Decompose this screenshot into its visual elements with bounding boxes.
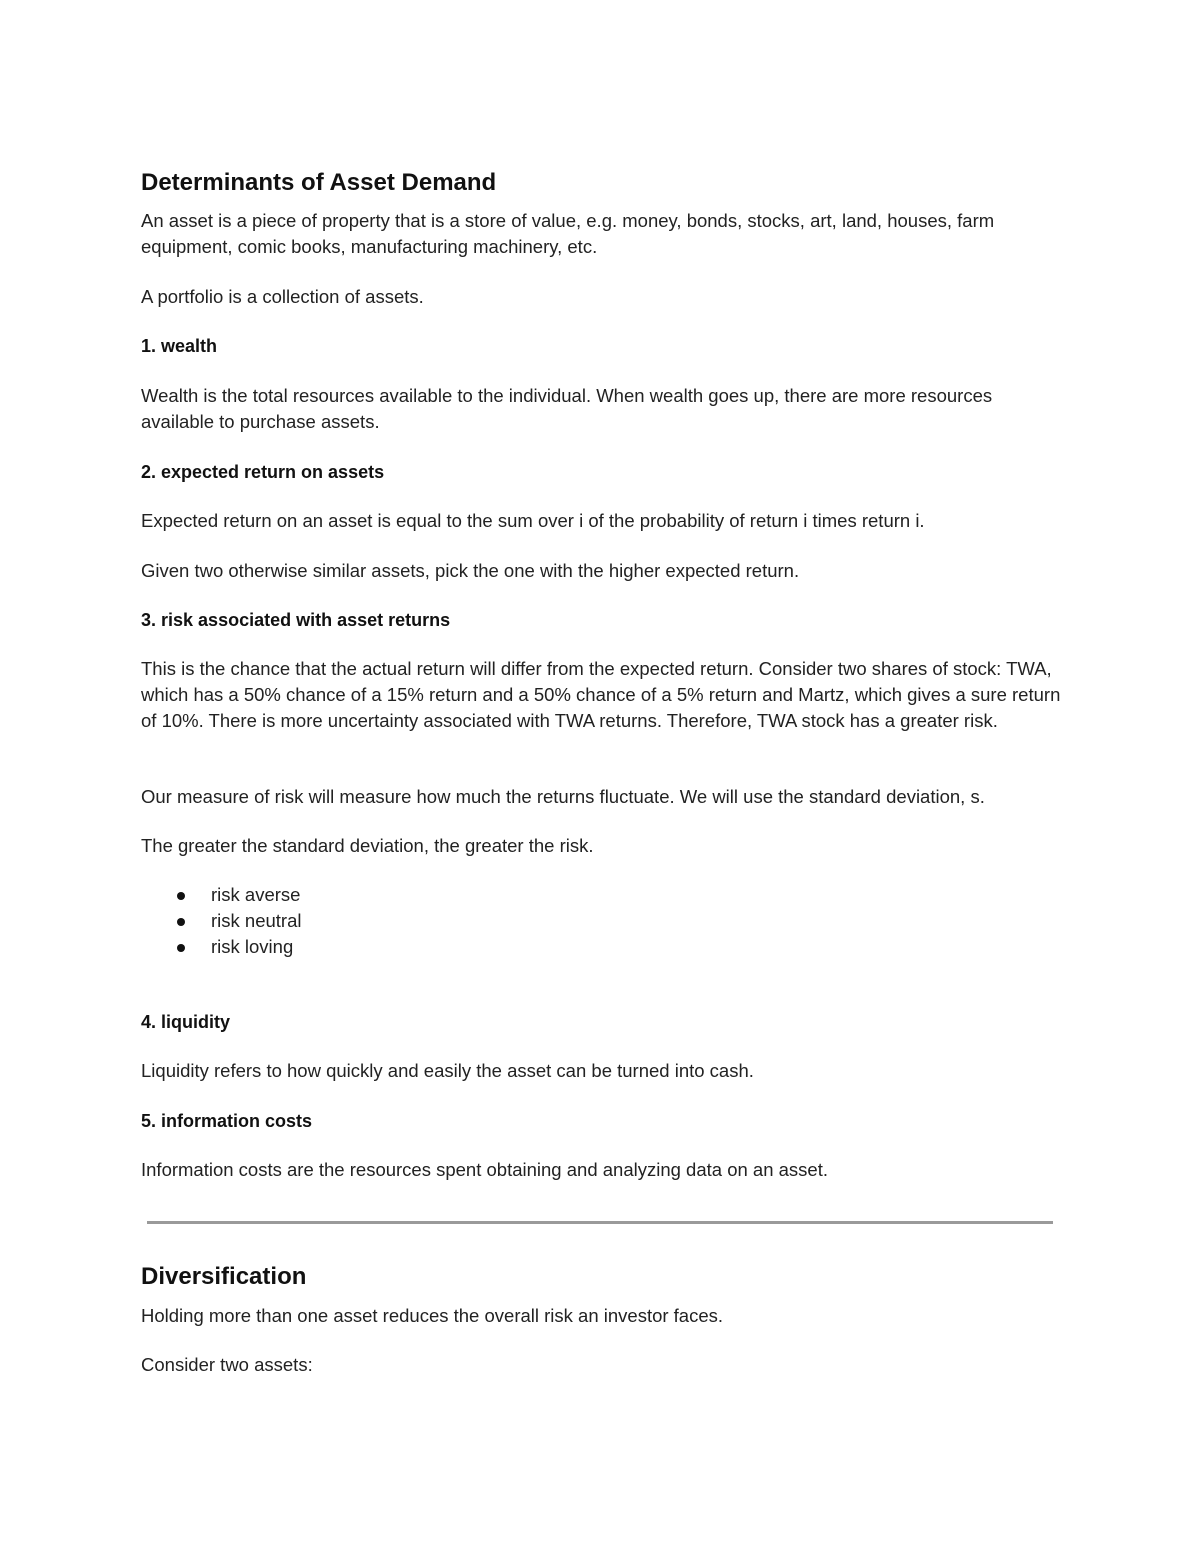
expected-return-paragraph: Expected return on an asset is equal to the sum over i of the probability of return i times return i. bbox=[141, 510, 925, 531]
standard-deviation-paragraph: The greater the standard deviation, the greater the risk. bbox=[141, 835, 594, 856]
information-costs-paragraph: Information costs are the resources spent obtaining and analyzing data on an asset. bbox=[141, 1159, 828, 1180]
heading-risk: 3. risk associated with asset returns bbox=[141, 610, 451, 630]
two-assets-paragraph: Consider two assets: bbox=[141, 1354, 313, 1375]
bullet-icon bbox=[177, 892, 185, 900]
list-item bbox=[141, 908, 301, 934]
heading-information-costs: 5. information costs bbox=[141, 1111, 313, 1131]
heading-expected-return: 2. expected return on assets bbox=[141, 462, 385, 482]
risk-attitude-list bbox=[141, 882, 301, 960]
bullet-icon bbox=[177, 944, 185, 952]
liquidity-paragraph: Liquidity refers to how quickly and easily the asset can be turned into cash. bbox=[141, 1060, 754, 1081]
asset-definition-paragraph: An asset is a piece of property that is a store of value, e.g. money, bonds, stocks, art, land, houses, farm equipment, comic books, manufacturing machinery, etc. bbox=[141, 210, 995, 257]
bullet-icon bbox=[177, 918, 185, 926]
diversification-paragraph: Holding more than one asset reduces the overall risk an investor faces. bbox=[141, 1305, 724, 1326]
risk-measure-paragraph: Our measure of risk will measure how much the returns fluctuate. We will use the standard deviation, s. bbox=[141, 786, 985, 807]
portfolio-definition-paragraph: A portfolio is a collection of assets. bbox=[141, 286, 424, 307]
section-title-diversification: Diversification bbox=[141, 1263, 307, 1290]
risk-paragraph: This is the chance that the actual return will differ from the expected return. Consider two shares of stock: TWA, which has a 50% chance of a 15% return and a 50% chance of a 5% return and Martz, which gives a sure return of 10%. There is more uncertainty associated with TWA returns. Therefore, TWA stock has a greater risk. bbox=[141, 658, 1061, 731]
list-item-label: risk neutral bbox=[211, 910, 302, 931]
list-item bbox=[141, 882, 301, 908]
expected-return-choice-paragraph: Given two otherwise similar assets, pick the one with the higher expected return. bbox=[141, 560, 800, 581]
list-item bbox=[141, 934, 301, 960]
list-item-label: risk averse bbox=[211, 884, 301, 905]
heading-wealth: 1. wealth bbox=[141, 336, 218, 356]
list-item-label: risk loving bbox=[211, 936, 294, 957]
section-divider bbox=[147, 1221, 1053, 1224]
section-title-asset-demand: Determinants of Asset Demand bbox=[141, 169, 497, 196]
wealth-paragraph: Wealth is the total resources available to the individual. When wealth goes up, there are more resources available to purchase assets. bbox=[141, 385, 993, 432]
heading-liquidity: 4. liquidity bbox=[141, 1012, 231, 1032]
